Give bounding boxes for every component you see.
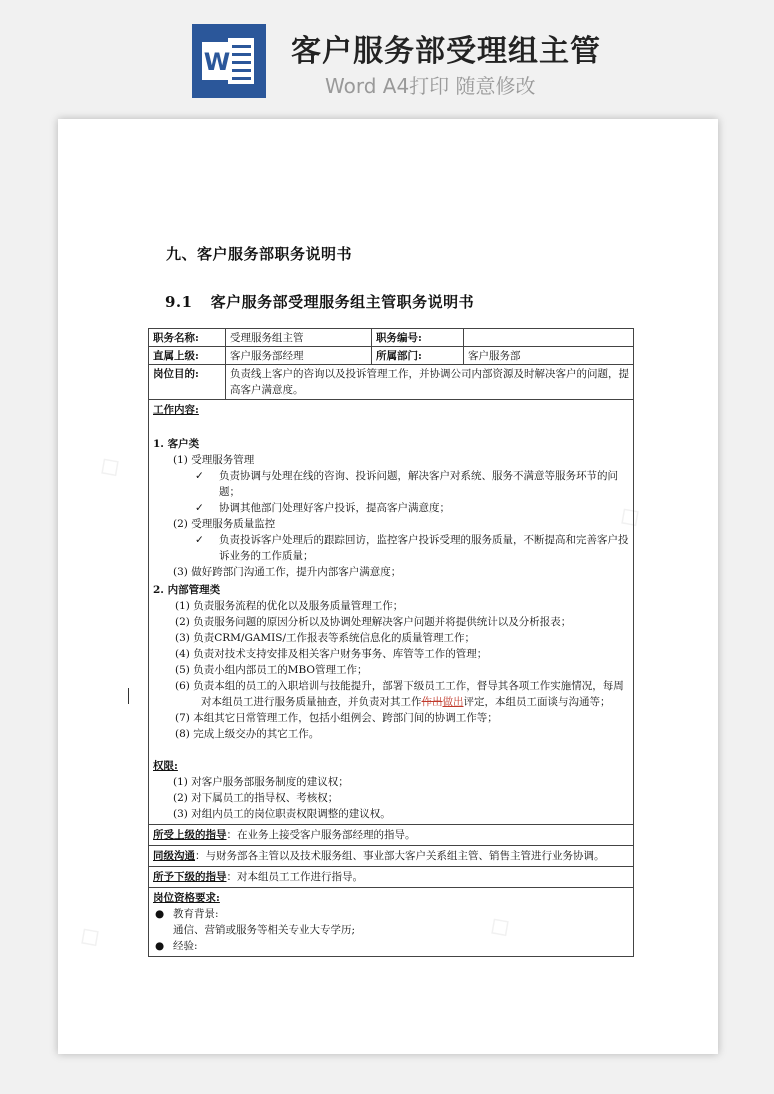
table-row (149, 329, 633, 347)
job-code-label: 职务编号: (372, 329, 464, 346)
list-item: (7) 本组其它日常管理工作，包括小组例会、跨部门间的协调工作等； (175, 712, 498, 724)
document-page (58, 119, 718, 1054)
purpose-label: 岗位目的: (149, 365, 226, 399)
watermark-mark: ◇ (90, 445, 128, 486)
guidance-received-row[interactable] (149, 825, 633, 846)
job-code-value[interactable] (464, 329, 633, 346)
work-section-internal: 2. 内部管理类 (153, 584, 221, 596)
peer-communication-row[interactable] (149, 846, 633, 867)
purpose-value[interactable]: 负责线上客户的咨询以及投诉管理工作，并协调公司内部资源及时解决客户的问题，提高客户满意度。 (230, 368, 629, 396)
checkmark-icon: ✓ (195, 502, 204, 514)
list-item: (1) 负责服务流程的优化以及服务质量管理工作； (175, 600, 404, 612)
list-item: (1) 受理服务管理 (173, 454, 255, 466)
table-row (149, 347, 633, 365)
watermark-mark: ◇ (480, 905, 518, 946)
list-item: ● 教育背景: (155, 908, 219, 920)
tracked-insertion: 做出 (442, 696, 464, 708)
work-section-customer: 1. 客户类 (153, 438, 200, 450)
document-title: 客户服务部受理组主管 (291, 34, 601, 69)
bullet-icon: ● (155, 908, 165, 920)
education-value: 通信、营销或服务等相关专业大专学历; (173, 924, 356, 936)
guidance-received-label: 所受上级的指导 (153, 829, 227, 841)
subsection-title: 客户服务部受理服务组主管职务说明书 (210, 293, 475, 311)
guidance-given-value: ：对本组员工工作进行指导。 (226, 871, 363, 883)
job-description-table (148, 328, 634, 957)
department-value[interactable]: 客户服务部 (468, 350, 521, 362)
list-item: ✓ 协调其他部门处理好客户投诉，提高客户满意度； (195, 502, 450, 514)
list-item: (6) 负责本组的员工的入职培训与技能提升，部署下级员工工作，督导其各项工作实施情况，每周对本组员工进行服务质量抽查，并负责对其工作作出做出评定，本组员工面谈与沟通等； (175, 680, 624, 708)
job-name-value[interactable]: 受理服务组主管 (226, 329, 372, 346)
watermark-mark: ◇ (70, 915, 108, 956)
logo-letter: W (203, 48, 231, 76)
authority-title: 权限: (153, 760, 178, 772)
qualification-title: 岗位资格要求: (153, 892, 220, 904)
list-item: ● 经验: (155, 940, 198, 952)
list-item: (8) 完成上级交办的其它工作。 (175, 728, 320, 740)
word-document-icon (192, 24, 266, 98)
document-subtitle: Word A4打印 随意修改 (325, 74, 536, 98)
subsection-heading (165, 291, 474, 312)
guidance-given-label: 所予下级的指导 (153, 871, 227, 883)
table-row (149, 365, 633, 400)
watermark-mark: ◇ (610, 495, 648, 536)
list-item: (2) 负责服务问题的原因分析以及协调处理解决客户问题并将提供统计以及分析报表； (175, 616, 572, 628)
list-item: (2) 受理服务质量监控 (173, 518, 276, 530)
qualification-block[interactable] (149, 888, 633, 956)
preview-header (0, 0, 774, 110)
list-item: (3) 负责CRM/GAMIS/工作报表等系统信息化的质量管理工作； (175, 632, 476, 644)
work-content-block[interactable] (149, 400, 633, 825)
list-item: ✓ 负责投诉客户处理后的跟踪回访，监控客户投诉受理的服务质量，不断提高和完善客户投诉业务的工作质量； (195, 534, 629, 562)
guidance-given-row[interactable] (149, 867, 633, 888)
list-item: ✓ 负责协调与处理在线的咨询、投诉问题，解决客户对系统、服务不满意等服务环节的问题； (195, 470, 618, 498)
list-item: (2) 对下属员工的指导权、考核权； (173, 792, 339, 804)
peer-communication-label: 同级沟通 (153, 850, 195, 862)
guidance-received-value: ：在业务上接受客户服务部经理的指导。 (226, 829, 416, 841)
department-label: 所属部门: (372, 347, 464, 364)
list-item: (4) 负责对技术支持安排及相关客户财务事务、库管等工作的管理； (175, 648, 488, 660)
bullet-icon: ● (155, 940, 165, 952)
list-item: (3) 做好跨部门沟通工作，提升内部客户满意度； (173, 566, 402, 578)
work-content-title: 工作内容: (153, 404, 199, 416)
checkmark-icon: ✓ (195, 470, 204, 482)
subsection-number: 9.1 (165, 293, 193, 311)
list-item: (1) 对客户服务部服务制度的建议权； (173, 776, 349, 788)
section-heading: 九、客户服务部职务说明书 (166, 245, 353, 263)
tracked-deletion: 作出 (421, 696, 443, 708)
job-name-label: 职务名称: (149, 329, 226, 346)
list-item: (3) 对组内员工的岗位职责权限调整的建议权。 (173, 808, 391, 820)
superior-label: 直属上级: (149, 347, 226, 364)
superior-value[interactable]: 客户服务部经理 (226, 347, 372, 364)
list-item: (5) 负责小组内部员工的MBO管理工作； (175, 664, 368, 676)
text-cursor (128, 688, 129, 704)
peer-communication-value: ：与财务部各主管以及技术服务组、事业部大客户关系组主管、销售主管进行业务协调。 (195, 850, 605, 862)
checkmark-icon: ✓ (195, 534, 204, 546)
